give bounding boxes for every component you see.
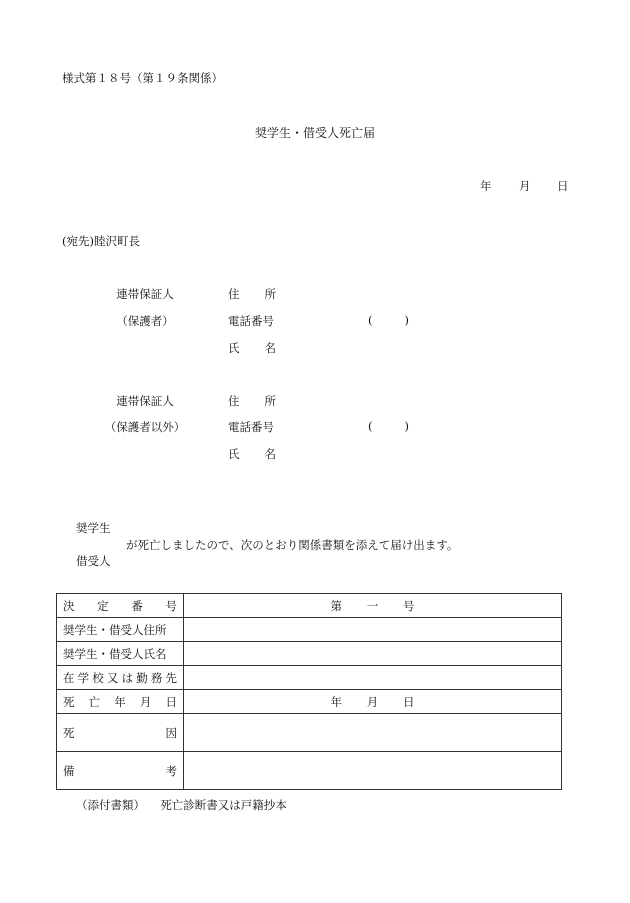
row-death-date-label: 死 亡 年 月 日 xyxy=(57,690,184,714)
intro-option-scholar: 奨学生 xyxy=(76,521,111,535)
row-remarks-label: 備 考 xyxy=(57,752,184,790)
guarantor-1-phone-parens: ( ) xyxy=(368,313,409,327)
guarantor-1-role: 連帯保証人 xyxy=(116,287,174,301)
attachment-label: （添付書類） xyxy=(76,798,145,812)
guarantor-2-role: 連帯保証人 xyxy=(116,394,174,408)
table-row xyxy=(57,642,562,666)
form-number: 様式第１８号（第１９条関係） xyxy=(62,71,223,85)
guarantor-2-subrole: （保護者以外） xyxy=(104,420,186,434)
intro-option-borrower: 借受人 xyxy=(76,554,111,568)
row-cause-label: 死 因 xyxy=(57,714,184,752)
intro-statement: が死亡しましたので、次のとおり関係書類を添えて届け出ます。 xyxy=(126,538,459,552)
row-name-label: 奨学生・借受人氏名 xyxy=(57,642,184,666)
table-row xyxy=(57,690,562,714)
guarantor-2-phone-label: 電話番号 xyxy=(228,420,274,434)
guarantor-2-name-label: 氏 名 xyxy=(228,447,276,461)
row-school-workplace-label: 在 学 校 又 は 勤 務 先 xyxy=(57,666,184,690)
row-decision-number-value[interactable]: 第 一 号 xyxy=(184,594,562,618)
row-cause-value[interactable] xyxy=(184,714,562,752)
death-report-table xyxy=(56,593,562,790)
table-row xyxy=(57,752,562,790)
table-row xyxy=(57,618,562,642)
row-death-date-value[interactable]: 年 月 日 xyxy=(184,690,562,714)
row-remarks-value[interactable] xyxy=(184,752,562,790)
row-decision-number-label: 決 定 番 号 xyxy=(57,594,184,618)
row-school-workplace-value[interactable] xyxy=(184,666,562,690)
guarantor-2-address-label: 住 所 xyxy=(228,394,276,408)
table-row xyxy=(57,666,562,690)
guarantor-1-subrole: （保護者） xyxy=(116,314,174,328)
guarantor-1-name-label: 氏 名 xyxy=(228,341,276,355)
attachment-note xyxy=(76,797,287,813)
row-name-value[interactable] xyxy=(184,642,562,666)
guarantor-2-phone-parens: ( ) xyxy=(368,419,409,433)
row-address-label: 奨学生・借受人住所 xyxy=(57,618,184,642)
guarantor-1-phone-label: 電話番号 xyxy=(228,314,274,328)
addressee: (宛先)睦沢町長 xyxy=(62,234,140,248)
date-day-label: 日 xyxy=(557,179,569,193)
table-row xyxy=(57,714,562,752)
date-month-label: 月 xyxy=(519,179,531,193)
date-year-label: 年 xyxy=(480,179,492,193)
table-row xyxy=(57,594,562,618)
guarantor-1-address-label: 住 所 xyxy=(228,287,276,301)
attachment-text: 死亡診断書又は戸籍抄本 xyxy=(160,798,287,812)
row-address-value[interactable] xyxy=(184,618,562,642)
document-title: 奨学生・借受人死亡届 xyxy=(254,126,375,140)
